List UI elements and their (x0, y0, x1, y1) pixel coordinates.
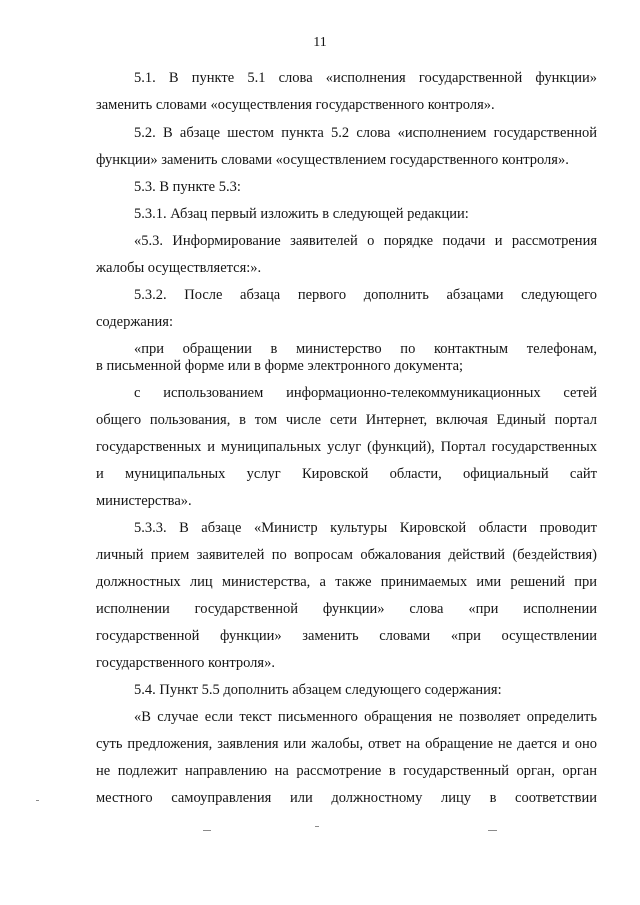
quote-internet-line-2: общего пользования, в том числе сети Интернет, включая Единый портал (96, 412, 597, 428)
quote-internet-line-4: и муниципальных услуг Кировской области, официальный сайт (96, 466, 597, 482)
quote-internet-line-1: с использованием информационно-телекоммуникационных сетей (134, 385, 597, 401)
paragraph-5-3-3-line-6: государственного контроля». (96, 655, 275, 671)
quote-phone-line-1: «при обращении в министерство по контактным телефонам, (134, 341, 597, 357)
page-number: 11 (313, 35, 327, 50)
paragraph-5-3-2-line-1: 5.3.2. После абзаца первого дополнить абзацами следующего (134, 287, 597, 303)
scan-speck (315, 826, 319, 827)
quote-5-3-line-2: жалобы осуществляется:». (96, 260, 262, 276)
paragraph-5-1-line-1: 5.1. В пункте 5.1 слова «исполнения государственной функции» (134, 70, 597, 86)
paragraph-5-3-1: 5.3.1. Абзац первый изложить в следующей редакции: (134, 206, 469, 222)
paragraph-5-3-2-line-2: содержания: (96, 314, 174, 330)
paragraph-5-3-3-line-2: личный прием заявителей по вопросам обжалования действий (бездействия) (96, 547, 597, 563)
quote-5-5-line-3: не подлежит направлению на рассмотрение в государственный орган, орган (96, 763, 597, 779)
paragraph-5-1-line-2: заменить словами «осуществления государственного контроля». (96, 97, 495, 113)
quote-5-3-line-1: «5.3. Информирование заявителей о порядке подачи и рассмотрения (134, 233, 597, 249)
quote-5-5-line-2: суть предложения, заявления или жалобы, ответ на обращение не дается и оно (96, 736, 597, 752)
quote-5-5-line-4: местного самоуправления или должностному лицу в соответствии (96, 790, 597, 806)
paragraph-5-3: 5.3. В пункте 5.3: (134, 179, 241, 195)
paragraph-5-4: 5.4. Пункт 5.5 дополнить абзацем следующего содержания: (134, 682, 502, 698)
quote-internet-line-3: государственных и муниципальных услуг (функций), Портал государственных (96, 439, 597, 455)
paragraph-5-3-3-line-1: 5.3.3. В абзаце «Министр культуры Кировской области проводит (134, 520, 597, 536)
paragraph-5-2-line-1: 5.2. В абзаце шестом пункта 5.2 слова «исполнением государственной (134, 125, 597, 141)
scan-speck (36, 800, 39, 801)
paragraph-5-3-3-line-4: исполнении государственной функции» слова «при исполнении (96, 601, 597, 617)
quote-5-5-line-1: «В случае если текст письменного обращения не позволяет определить (134, 709, 597, 725)
scan-speck (488, 830, 497, 831)
paragraph-5-3-3-line-5: государственной функции» заменить словами «при осуществлении (96, 628, 597, 644)
paragraph-5-2-line-2: функции» заменить словами «осуществлением государственного контроля». (96, 152, 569, 168)
quote-internet-line-5: министерства». (96, 493, 192, 509)
scan-speck (203, 830, 211, 831)
paragraph-5-3-3-line-3: должностных лиц министерства, а также принимаемых ими решений при (96, 574, 597, 590)
quote-phone-line-2: в письменной форме или в форме электронного документа; (96, 358, 464, 374)
